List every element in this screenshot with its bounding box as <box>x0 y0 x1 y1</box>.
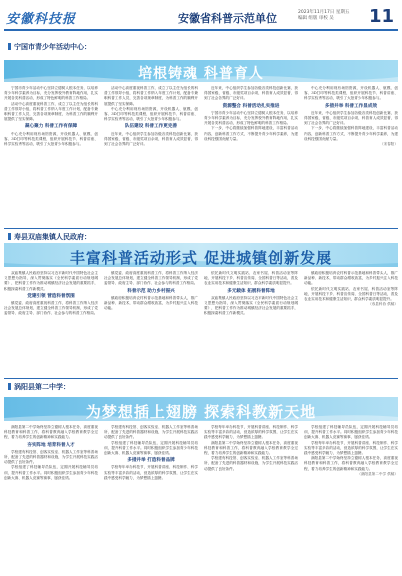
paragraph: 中心充分利用现有场馆资源，开设机器人、航模、创客、3D打印等科技类课程，组织开展科技节、科普讲座、科学实验秀等活动，吸引了大批青少年积极参与。 <box>104 106 198 122</box>
article-column <box>104 271 198 379</box>
article-column <box>204 271 298 379</box>
subheading: 多措并举 打造科普品牌 <box>127 458 175 464</box>
section-3-label: 涡阳县第二中学： <box>8 382 70 393</box>
masthead <box>0 0 402 30</box>
paragraph: 宁国市青少年活动中心坚持立德树人根本任务，以培养青少年科学素养为目标，充分发挥校外教育阵地作用，扎实开展各类科普活动，形成了特色鲜明的科普工作格局。 <box>4 86 98 101</box>
paragraph: 学校建有科技馆、创客实验室、机器人工作室等科普场所，配备了先进的科普器材和设施，为学生开展科技实践活动提供了良好条件。 <box>104 425 198 440</box>
paragraph: 双庙集镇人民政府坚持以习近平新时代中国特色社会主义思想为指导，深入贯彻落实《全民科学素质行动规划纲要》，把科普工作作为推动城镇经济社会发展的重要抓手，积极探索科普工作新模式。 <box>204 295 298 316</box>
newspaper-brand: 安徽科技报 <box>6 12 77 27</box>
paragraph: 镇政府积极培育农村科普示范基地和科普带头人，推广新品种、新技术，带动群众增收致富，为乡村振兴注入科技动能。 <box>304 271 398 286</box>
paragraph: 活动中心高度重视科普工作，成立了以主任为组长的科普工作领导小组，将科普工作纳入年度工作计划，配备专兼职科普工作人员，完善各项规章制度，为科普工作的顺利开展提供了坚实保障。 <box>104 86 198 106</box>
article-credit: （寿县科协 供稿） <box>368 302 398 307</box>
subheading: 队伍建设 科普工作更完善 <box>124 124 178 130</box>
subheading: 多措并举 科普工作显成效 <box>324 103 378 109</box>
section-1-label: 宁国市青少年活动中心： <box>8 42 91 53</box>
paragraph: 依托新时代文明实践站、农家书屋、科普活动室等阵地，开展科技下乡、科普宣传周、全国科普日等活动，普及农业实用技术和健康生活知识，群众科学素质明显提升。 <box>204 271 298 286</box>
paragraph: 学校组建了科技辅导员队伍，定期开展科技辅导员培训，提升科普工作水平。同时积极组织学生参加青少年科技创新大赛、机器人竞赛等赛事，屡获佳绩。 <box>304 425 398 440</box>
article-column <box>304 86 398 234</box>
paragraph: 活动中心高度重视科普工作，成立了以主任为组长的科普工作领导小组，将科普工作纳入年度工作计划，配备专兼职科普工作人员，完善各项规章制度，为科普工作的顺利开展提供了坚实保障。 <box>4 101 98 122</box>
section-2-headline: 丰富科普活动形式 促进城镇创新发展 <box>69 249 333 267</box>
subheading: 夯实阵地 培育科普人才 <box>27 442 75 448</box>
paragraph: 学校每年举办科技节，开展科普讲座、科技制作、科学实验等丰富多彩的活动，营造浓厚的科学氛围，让学生在实践中感受科学魅力，为梦想插上翅膀。 <box>304 440 398 456</box>
paragraph: 近年来，中心组织学生参加各级各类科技创新比赛，获得国家级、省级、市级奖项百余项，科普育人成效显著，得到了社会各界的广泛好评。 <box>104 131 198 147</box>
paragraph: 学校每年举办科技节，开展科普讲座、科技制作、科学实验等丰富多彩的活动，营造浓厚的科学氛围，让学生在实践中感受科学魅力，为梦想插上翅膀。 <box>204 425 298 440</box>
article-column <box>204 425 298 571</box>
paragraph: 学校建有科技馆、创客实验室、机器人工作室等科普场所，配备了先进的科普器材和设施，为学生开展科技实践活动提供了良好条件。 <box>204 456 298 471</box>
section-1-headline: 培根铸魂 科普育人 <box>138 66 264 82</box>
subheading: 党建引领 营造科普氛围 <box>27 293 75 299</box>
article-column <box>4 425 98 571</box>
paragraph: 下一步，中心将继续加强科普阵地建设，丰富科普活动内容，创新科普工作方式，不断提升青少年科学素养，为建设科技强国贡献力量。 <box>204 126 298 141</box>
paragraph: 镇党委、政府高度重视科普工作，将科普工作纳入经济社会发展总体规划，建立健全科普工作领导机制，形成了党委领导、政府主导、部门协作、社会参与的科普工作格局。 <box>4 301 98 316</box>
section-divider <box>4 378 398 379</box>
paragraph: 中心充分利用现有场馆资源，开设机器人、航模、创客、3D打印等科技类课程，组织开展科技节、科普讲座、科学实验秀等活动，吸引了大批青少年积极参与。 <box>4 131 98 147</box>
article-column <box>104 86 198 234</box>
article-column <box>304 271 398 379</box>
section-divider <box>4 228 398 229</box>
paragraph: 近年来，中心组织学生参加各级各类科技创新比赛，获得国家级、省级、市级奖项百余项，科普育人成效显著，得到了社会各界的广泛好评。 <box>204 86 298 101</box>
paragraph: 学校建有科技馆、创客实验室、机器人工作室等科普场所，配备了先进的科普器材和设施，为学生开展科技实践活动提供了良好条件。 <box>4 449 98 465</box>
section-2-body <box>4 271 398 379</box>
paragraph: 下一步，中心将继续加强科普阵地建设，丰富科普活动内容，创新科普工作方式，不断提升青少年科学素养，为建设科技强国贡献力量。 <box>304 126 398 141</box>
section-3-headline: 为梦想插上翅膀 探索科教新天地 <box>85 403 317 421</box>
article-credit: （宋春阳） <box>380 142 398 147</box>
article-column <box>104 425 198 571</box>
section-1-body <box>4 86 398 234</box>
paragraph: 涡阳县第二中学始终坚持立德树人根本任务，高度重视科技教育和科普工作，将科普教育融入学校教育教学全过程，着力培养学生的创新精神和实践能力。 <box>204 440 298 456</box>
paragraph: 双庙集镇人民政府坚持以习近平新时代中国特色社会主义思想为指导，深入贯彻落实《全民科学素质行动规划纲要》，把科普工作作为推动城镇经济社会发展的重要抓手，积极探索科普工作新模式。 <box>4 271 98 291</box>
paragraph: 镇政府积极培育农村科普示范基地和科普带头人，推广新品种、新技术，带动群众增收致富，为乡村振兴注入科技动能。 <box>104 295 198 311</box>
paragraph: 学校组建了科技辅导员队伍，定期开展科技辅导员培训，提升科普工作水平。同时积极组织学生参加青少年科技创新大赛、机器人竞赛等赛事，屡获佳绩。 <box>4 465 98 480</box>
article-credit: （涡阳县第二中学 供稿） <box>357 471 398 476</box>
section-3-body <box>4 425 398 571</box>
page-number: 11 <box>369 6 395 27</box>
article-column <box>4 271 98 379</box>
paragraph: 宁国市青少年活动中心坚持立德树人根本任务，以培养青少年科学素养为目标，充分发挥校外教育阵地作用，扎实开展各类科普活动，形成了特色鲜明的科普工作格局。 <box>204 110 298 126</box>
subheading: 凝心聚力 科普工作有保障 <box>24 124 78 130</box>
section-2-label: 寿县双庙集镇人民政府： <box>8 232 91 243</box>
subheading: 科普示范 助力乡村振兴 <box>127 288 175 294</box>
subheading: 多元载体 拓展科普阵地 <box>227 288 275 294</box>
section-1-banner <box>4 60 398 82</box>
paragraph: 近年来，中心组织学生参加各级各类科技创新比赛，获得国家级、省级、市级奖项百余项，科普育人成效显著，得到了社会各界的广泛好评。 <box>304 110 398 126</box>
section-3-banner <box>4 397 398 421</box>
article-column <box>204 86 298 234</box>
paragraph: 学校每年举办科技节，开展科普讲座、科技制作、科学实验等丰富多彩的活动，营造浓厚的科学氛围，让学生在实践中感受科学魅力，为梦想插上翅膀。 <box>104 465 198 480</box>
paragraph: 中心充分利用现有场馆资源，开设机器人、航模、创客、3D打印等科技类课程，组织开展科技节、科普讲座、科学实验秀等活动，吸引了大批青少年积极参与。 <box>304 86 398 101</box>
editor-credits: 编辑 组版 审校 吴 <box>298 16 334 21</box>
article-column <box>304 425 398 571</box>
paragraph: 涡阳县第二中学始终坚持立德树人根本任务，高度重视科技教育和科普工作，将科普教育融入学校教育教学全过程，着力培养学生的创新精神和实践能力。 <box>304 456 398 471</box>
issue-date: 2023年11月17日 星期五 <box>298 10 350 15</box>
subheading: 资源整合 科普活动扎实推进 <box>222 103 280 109</box>
paragraph: 学校组建了科技辅导员队伍，定期开展科技辅导员培训，提升科普工作水平。同时积极组织学生参加青少年科技创新大赛、机器人竞赛等赛事，屡获佳绩。 <box>104 440 198 456</box>
article-column <box>4 86 98 234</box>
section-2-banner <box>4 243 398 267</box>
paragraph: 镇党委、政府高度重视科普工作，将科普工作纳入经济社会发展总体规划，建立健全科普工作领导机制，形成了党委领导、政府主导、部门协作、社会参与的科普工作格局。 <box>104 271 198 286</box>
page-section-title: 安徽省科普示范单位 <box>178 12 277 25</box>
header-rule <box>4 29 398 31</box>
paragraph: 涡阳县第二中学始终坚持立德树人根本任务，高度重视科技教育和科普工作，将科普教育融入学校教育教学全过程，着力培养学生的创新精神和实践能力。 <box>4 425 98 440</box>
paragraph: 依托新时代文明实践站、农家书屋、科普活动室等阵地，开展科技下乡、科普宣传周、全国科普日等活动，普及农业实用技术和健康生活知识，群众科学素质明显提升。 <box>304 286 398 302</box>
